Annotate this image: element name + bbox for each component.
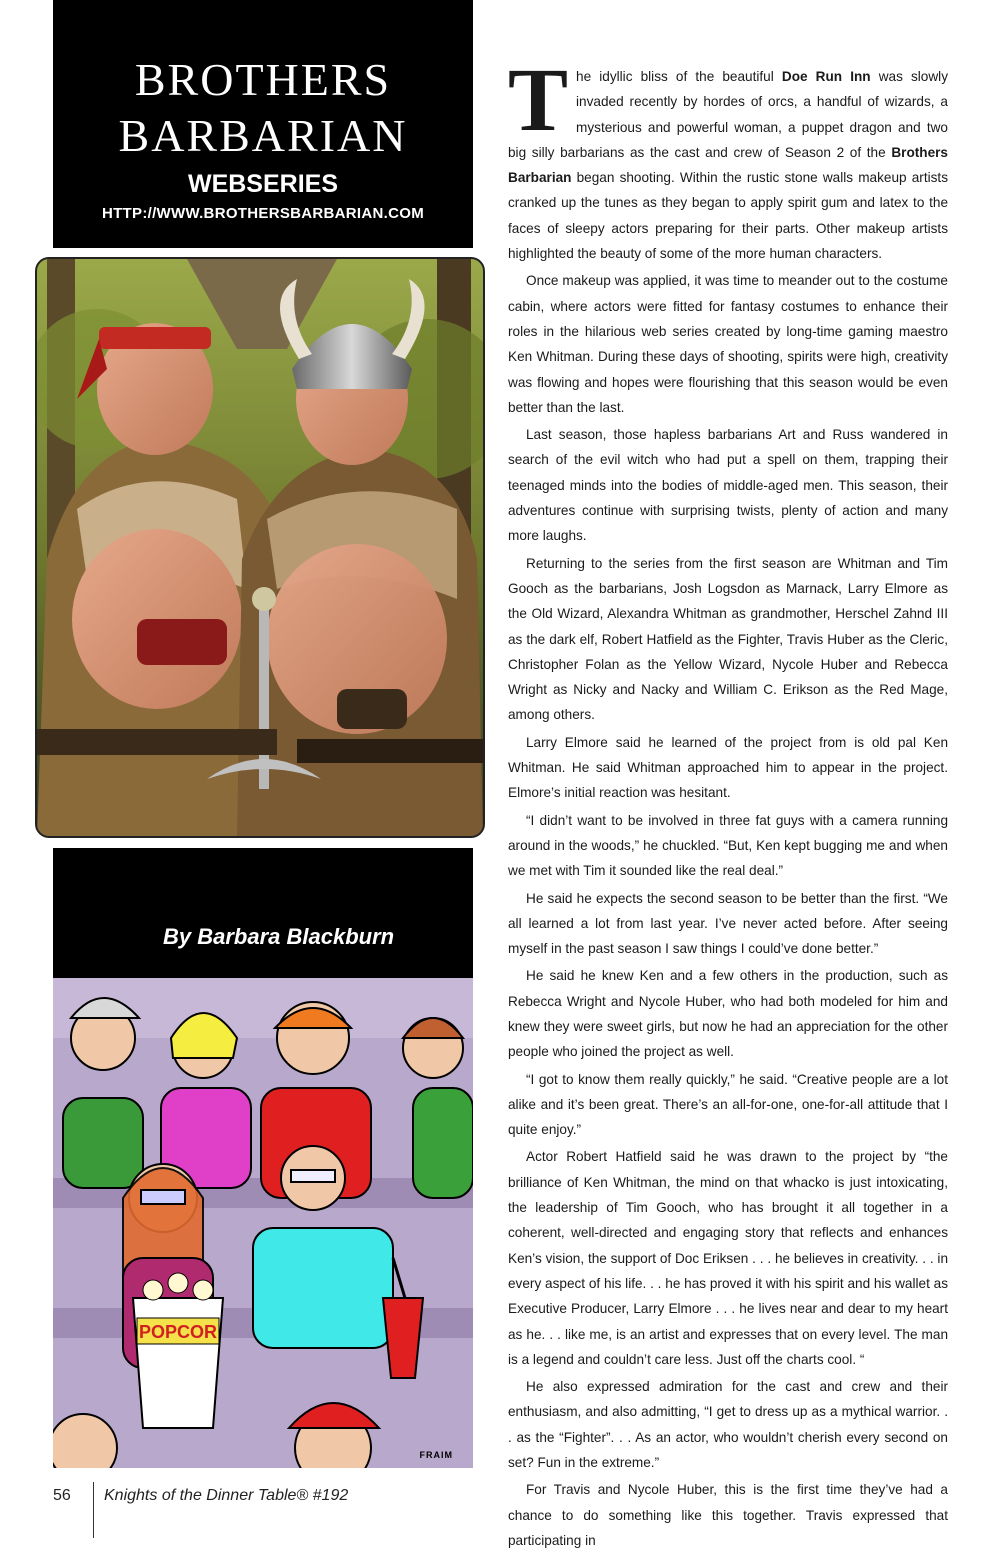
subtitle: WEBSERIES xyxy=(187,170,339,198)
byline: By Barbara Blackburn xyxy=(163,924,395,949)
article-paragraph: For Travis and Nycole Huber, this is the first time they’ve had a chance to do something like this together. Travis expressed that participating in xyxy=(508,1482,948,1548)
article-paragraph: Once makeup was applied, it was time to meander out to the costume cabin, where actors were fitted for fantasy costumes to enhance their roles in the hilarious web series created by long-time gaming maestro Ken Whitman. During these days of shooting, spirits were high, creativity was flowing and hopes were flourishing that this season would be even better than the last. xyxy=(508,273,948,415)
article-paragraph: He also expressed admiration for the cast and crew and their enthusiasm, and also admitting, “I get to dress up as a mythical warrior. . . as the “Fighter”. . . As an actor, who wouldn’t cherish every second on set? Fun in the extreme.” xyxy=(508,1379,948,1471)
popcorn-label: POPCOR xyxy=(139,1322,218,1342)
website-url[interactable]: HTTP://WWW.BROTHERSBARBARIAN.COM xyxy=(101,205,425,222)
cartoon-illustration xyxy=(53,848,473,1468)
title-box xyxy=(53,0,473,248)
title-line-2: BARBARIAN xyxy=(118,110,408,161)
article-paragraph: Last season, those hapless barbarians Art and Russ wandered in search of the evil witch who had put a spell on them, trapping their teenaged minds into the bodies of middle-aged men. This season, their adventures continue with surprising twists, plenty of action and many more laughs. xyxy=(508,427,948,544)
article-paragraph: Returning to the series from the first season are Whitman and Tim Gooch as the barbarians, Josh Logsdon as Marnack, Larry Elmore as the Old Wizard, Alexandra Whitman as grandmother, Herschel Zahnd III as the dark elf, Robert Hatfield as the Fighter, Travis Huber as the Cleric, Christopher Folan as the Yellow Wizard, Nycole Huber and Rebecca Wright as Nicky and Nacky and William C. Erikson as the Red Mage, among others. xyxy=(508,555,948,723)
barbarians-illustration xyxy=(37,259,483,836)
article-paragraph: “I didn’t want to be involved in three fat guys with a camera running around in the woods,” he chuckled. “But, Ken kept bugging me and when we met with Tim it sounded like the real deal.” xyxy=(508,812,948,879)
title-line-1: BROTHERS xyxy=(134,54,392,105)
page-number: 56 xyxy=(53,1487,71,1504)
article-body xyxy=(508,51,948,1555)
drop-cap: T xyxy=(508,51,569,150)
footer-divider xyxy=(93,1482,94,1538)
article-paragraph: “I got to know them really quickly,” he said. “Creative people are a lot alike and it’s been great. There’s an all-for-one, one-for-all attitude that I quite enjoy.” xyxy=(508,1071,948,1138)
article-paragraph: Larry Elmore said he learned of the project from is old pal Ken Whitman. He said Whitman approached him to appear in the project. Elmore’s initial reaction was hesitant. xyxy=(508,734,948,801)
theater-audience-cartoon xyxy=(53,978,473,1468)
barbarians-photo xyxy=(35,257,485,838)
article-paragraph: He said he expects the second season to be better than the first. “We all learned a lot from last year. I’ve never acted before. After seeing myself in the past season I saw things I could’ve done better.” xyxy=(508,890,948,957)
article-paragraph: He said he knew Ken and a few others in the production, such as Rebecca Wright and Nycole Huber, who had both modeled for him and knew they were sweet girls, but now he had an appreciation for the other people who joined the project as well. xyxy=(508,968,948,1060)
article-paragraph: Actor Robert Hatfield said he was drawn to the project by “the brilliance of Ken Whitman, the mind on that whacko is just intoxicating, the leadership of Tim Gooch, who has brought it all together in a coherent, well-directed and engaging story that reflects and enhances Ken’s vision, the support of Doc Eriksen . . . he believes in creativity. . . in every aspect of his life. . . he has proved it with his spirit and his wallet as Executive Producer, Larry Elmore . . . he lives near and dear to my heart as he. . . like me, is an artist and expresses that on every level. The man is a legend and couldn’t care less. Just off the charts cool. “ xyxy=(508,1149,948,1367)
artist-signature: FRAIM xyxy=(419,1450,453,1460)
publication-title: Knights of the Dinner Table® #192 xyxy=(104,1487,349,1504)
article-paragraph-1: The idyllic bliss of the beautiful Doe Run Inn was slowly invaded recently by hordes of orcs, a handful of wizards, a mysterious and powerful woman, a puppet dragon and two big silly barbarians as the cast and crew of Season 2 of the Brothers Barbarian began shooting. Within the rustic stone walls makeup artists cranked up the tunes as they began to apply spirit gum and latex to the faces of sleepy actors preparing for their parts. Other makeup artists highlighted the beauty of some of the more human characters. xyxy=(508,51,948,262)
